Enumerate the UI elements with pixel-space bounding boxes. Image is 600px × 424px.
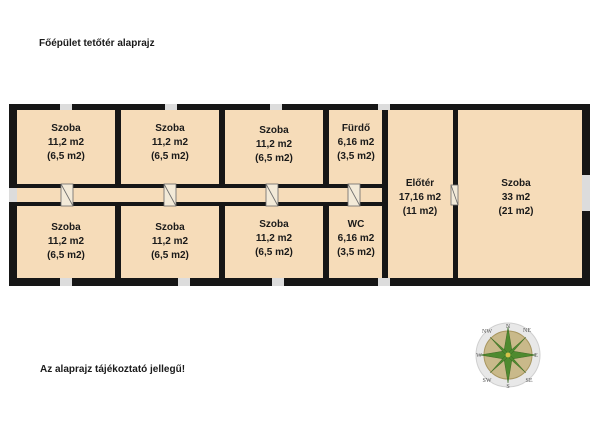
room-area: 11,2 m2 — [255, 139, 293, 150]
room-net-area: (21 m2) — [498, 206, 534, 217]
room-area: 11,2 m2 — [151, 236, 189, 247]
window — [60, 278, 72, 286]
room-net-area: (6,5 m2) — [151, 250, 189, 261]
room-area: 11,2 m2 — [151, 137, 189, 148]
room-label-7 — [255, 219, 293, 258]
room-name: Fürdő — [341, 123, 371, 134]
room-area: 33 m2 — [501, 192, 531, 203]
room-area: 11,2 m2 — [47, 137, 85, 148]
compass-label: N — [505, 324, 511, 330]
room-name: Szoba — [259, 219, 289, 230]
compass-label: E — [534, 353, 538, 359]
room-area: 11,2 m2 — [255, 233, 293, 244]
window — [272, 278, 284, 286]
room-net-area: (3,5 m2) — [337, 151, 375, 162]
compass-label: S — [506, 384, 510, 390]
room-name: Szoba — [51, 222, 81, 233]
compass-label: NW — [482, 329, 492, 335]
room-name: WC — [347, 219, 365, 230]
room-area: 17,16 m2 — [398, 192, 442, 203]
window — [60, 104, 72, 110]
window — [378, 278, 390, 286]
room-net-area: (6,5 m2) — [47, 151, 85, 162]
window — [178, 278, 190, 286]
room-name: Szoba — [259, 125, 289, 136]
room-label-3 — [255, 125, 293, 164]
room-label-6 — [151, 222, 189, 261]
room-net-area: (6,5 m2) — [255, 153, 293, 164]
window — [270, 104, 282, 110]
window — [165, 104, 177, 110]
room-label-4 — [337, 123, 375, 162]
room-net-area: (3,5 m2) — [337, 247, 375, 258]
disclaimer-note: Az alaprajz tájékoztató jellegű! — [40, 364, 186, 375]
room-area: 6,16 m2 — [337, 233, 375, 244]
window — [582, 175, 590, 211]
room-area: 11,2 m2 — [47, 236, 85, 247]
room-net-area: (6,5 m2) — [255, 247, 293, 258]
room-area: 6,16 m2 — [337, 137, 375, 148]
room-label-10 — [498, 178, 533, 217]
room-label-5 — [47, 222, 85, 261]
plan-title: Főépület tetőtér alaprajz — [39, 38, 155, 49]
window — [378, 104, 390, 110]
window — [9, 188, 17, 202]
compass-label: W — [476, 353, 482, 359]
room-name: Szoba — [501, 178, 531, 189]
room-name: Előtér — [405, 178, 435, 189]
compass-label: SW — [482, 378, 492, 384]
compass-label: NE — [523, 328, 531, 334]
compass-rose-icon — [476, 323, 540, 390]
room-name: Szoba — [51, 123, 81, 134]
room-net-area: (6,5 m2) — [47, 250, 85, 261]
room-label-1 — [47, 123, 85, 162]
compass-label: SE — [525, 378, 533, 384]
room-net-area: (11 m2) — [402, 206, 438, 217]
room-label-2 — [151, 123, 189, 162]
room-name: Szoba — [155, 123, 185, 134]
room-name: Szoba — [155, 222, 185, 233]
room-net-area: (6,5 m2) — [151, 151, 189, 162]
